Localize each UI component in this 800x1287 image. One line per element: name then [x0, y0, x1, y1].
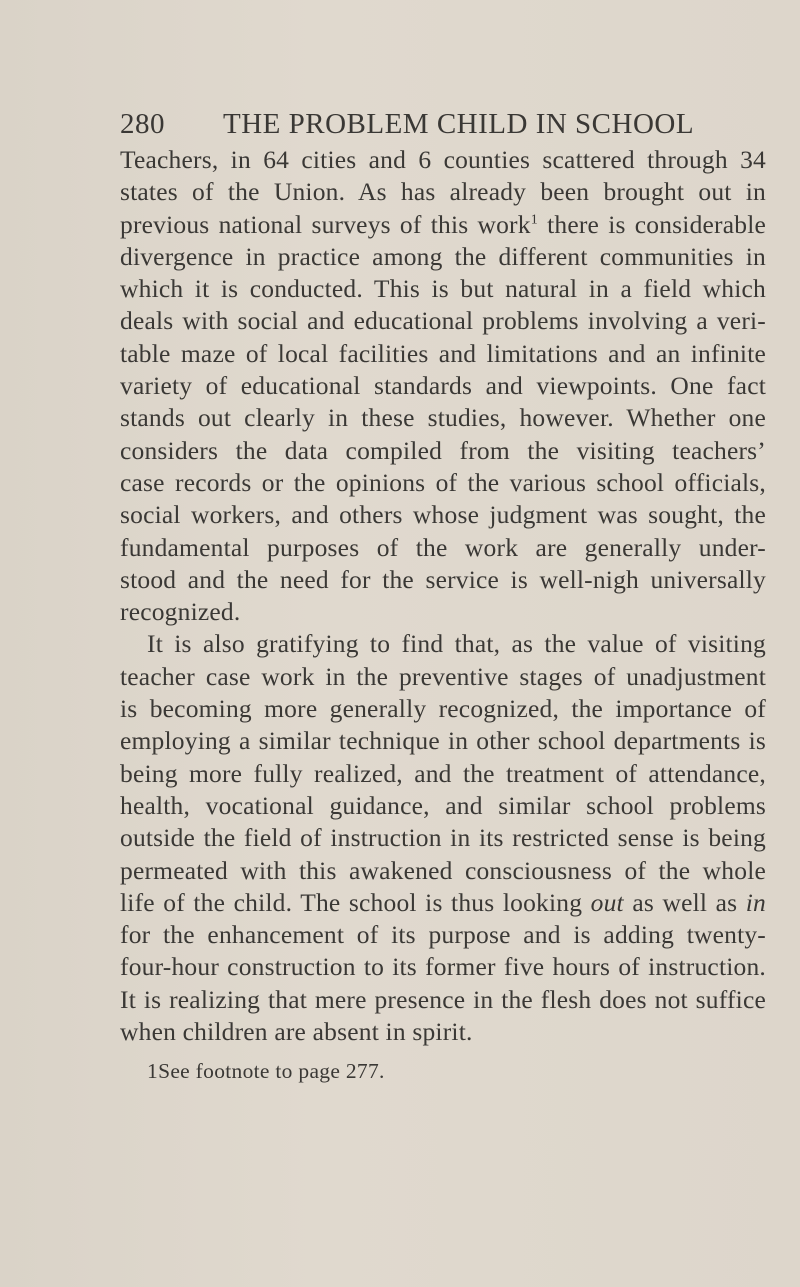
- text-line: stood and the need for the service is well-nigh universally: [120, 564, 766, 594]
- text-line: It is also gratifying to find that, as the value of visiting: [147, 629, 766, 659]
- text-line: which it is conducted. This is but natural in a field which: [120, 274, 766, 304]
- text-line: permeated with this awakened consciousness of the whole: [120, 855, 766, 885]
- italic-word-in: in: [745, 887, 767, 917]
- text-line: being more fully realized, and the treatment of attendance,: [120, 758, 766, 788]
- body-text: [120, 144, 766, 1048]
- page-number: 280: [120, 108, 165, 140]
- text-line: states of the Union. As has already been brought out in: [120, 177, 766, 207]
- footnote: [147, 1057, 385, 1085]
- page-header: [120, 104, 695, 144]
- text-line: health, vocational guidance, and similar school problems: [120, 790, 766, 820]
- text-line: [120, 209, 766, 241]
- text-line: social workers, and others whose judgment was sought, the: [120, 500, 766, 530]
- text-line: case records or the opinions of the various school officials,: [120, 467, 766, 497]
- text-line: is becoming more generally recognized, the importance of: [120, 694, 766, 724]
- text-line: It is realizing that mere presence in the flesh does not suffice: [120, 984, 766, 1014]
- text-line: variety of educational standards and viewpoints. One fact: [120, 371, 766, 401]
- text-line: teacher case work in the preventive stages of unadjustment: [120, 661, 766, 691]
- running-title: THE PROBLEM CHILD IN SCHOOL: [223, 108, 695, 140]
- text-line: outside the field of instruction in its restricted sense is being: [120, 823, 766, 853]
- text-line: recognized.: [120, 597, 241, 627]
- paragraph-2: [120, 628, 766, 1048]
- footnote-number: 1: [147, 1059, 159, 1083]
- text-line: considers the data compiled from the visiting teachers’: [120, 435, 766, 465]
- text-line: when children are absent in spirit.: [120, 1017, 473, 1047]
- text-fragment: as well as: [632, 887, 738, 917]
- text-fragment: life of the child. The school is thus looking: [120, 887, 583, 917]
- paragraph-1: [120, 144, 766, 628]
- text-line: four-hour construction to its former five hours of instruction.: [120, 952, 766, 982]
- text-fragment: previous national surveys of this work: [120, 209, 531, 239]
- text-line: stands out clearly in these studies, however. Whether one: [120, 403, 766, 433]
- footnote-text: See footnote to page 277.: [158, 1059, 385, 1083]
- text-line: divergence in practice among the different communities in: [120, 241, 766, 271]
- text-line: for the enhancement of its purpose and is adding twenty-: [120, 920, 766, 950]
- footnote-marker: 1: [530, 212, 538, 228]
- text-line: table maze of local facilities and limitations and an infinite: [120, 338, 766, 368]
- text-line: [120, 887, 766, 919]
- text-line: Teachers, in 64 cities and 6 counties scattered through 34: [120, 145, 766, 174]
- text-line: employing a similar technique in other school departments is: [120, 726, 766, 756]
- text-fragment: there is considerable: [547, 209, 767, 239]
- text-line: fundamental purposes of the work are generally under-: [120, 532, 766, 562]
- text-line: deals with social and educational problems involving a veri-: [120, 306, 766, 336]
- italic-word-out: out: [590, 887, 624, 917]
